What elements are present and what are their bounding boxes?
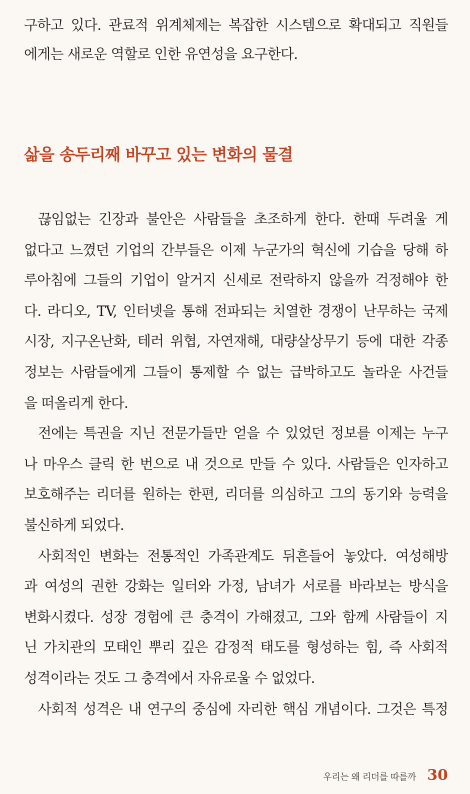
text-line: 없다고 느꼈던 기업의 간부들은 이제 누군가의 혁신에 기습을 당해 하 <box>24 242 448 259</box>
text-line: 끊임없는 긴장과 불안은 사람들을 초조하게 한다. 한때 두려울 게 <box>38 212 448 228</box>
running-title: 우리는 왜 리더를 따를까 <box>323 773 417 783</box>
page-footer <box>323 765 448 784</box>
intro-paragraph <box>24 12 448 70</box>
section-body <box>24 205 448 725</box>
text-line: 루아침에 그들의 기업이 알거지 신세로 전락하지 않을까 걱정해야 한 <box>24 273 448 290</box>
text-line: 을 떠올리게 한다. <box>24 395 129 412</box>
text-line: 구하고 있다. 관료적 위계체제는 복잡한 시스템으로 확대되고 직원들 <box>24 18 448 34</box>
page-number: 30 <box>427 766 448 784</box>
text-line: 사회적인 변화는 전통적인 가족관계도 뒤흔들어 놓았다. 여성해방 <box>38 548 448 565</box>
section-heading: 삶을 송두리째 바꾸고 있는 변화의 물결 <box>24 145 293 164</box>
text-line: 닌 가치관의 모태인 뿌리 깊은 감정적 태도를 형성하는 힘, 즉 사회적 <box>24 640 448 657</box>
text-line: 사회적 성격은 내 연구의 중심에 자리한 핵심 개념이다. 그것은 특정 <box>38 701 448 718</box>
text-line: 변화시켰다. 성장 경험에 큰 충격이 가해졌고, 그와 함께 사람들이 지 <box>24 609 448 626</box>
text-line: 성격이라는 것도 그 충격에서 자유로울 수 없었다. <box>24 670 315 687</box>
text-line: 불신하게 되었다. <box>24 517 124 534</box>
text-line: 시장, 지구온난화, 테러 위협, 자연재해, 대량살상무기 등에 대한 각종 <box>24 334 448 351</box>
text-line: 다. 라디오, TV, 인터넷을 통해 전파되는 치열한 경쟁이 난무하는 국제 <box>24 303 448 320</box>
text-line: 에게는 새로운 역할로 인한 유연성을 요구한다. <box>24 47 298 63</box>
text-line: 나 마우스 클릭 한 번으로 내 것으로 만들 수 있다. 사람들은 인자하고 <box>24 456 448 473</box>
text-line: 정보는 사람들에게 그들이 통제할 수 없는 급박하고도 놀라운 사건들 <box>24 364 448 381</box>
text-line: 과 여성의 권한 강화는 일터와 가정, 남녀가 서로를 바라보는 방식을 <box>24 579 448 596</box>
text-line: 전에는 특권을 지닌 전문가들만 얻을 수 있었던 정보를 이제는 누구 <box>38 426 448 443</box>
text-line: 보호해주는 리더를 원하는 한편, 리더를 의심하고 그의 동기와 능력을 <box>24 487 448 504</box>
